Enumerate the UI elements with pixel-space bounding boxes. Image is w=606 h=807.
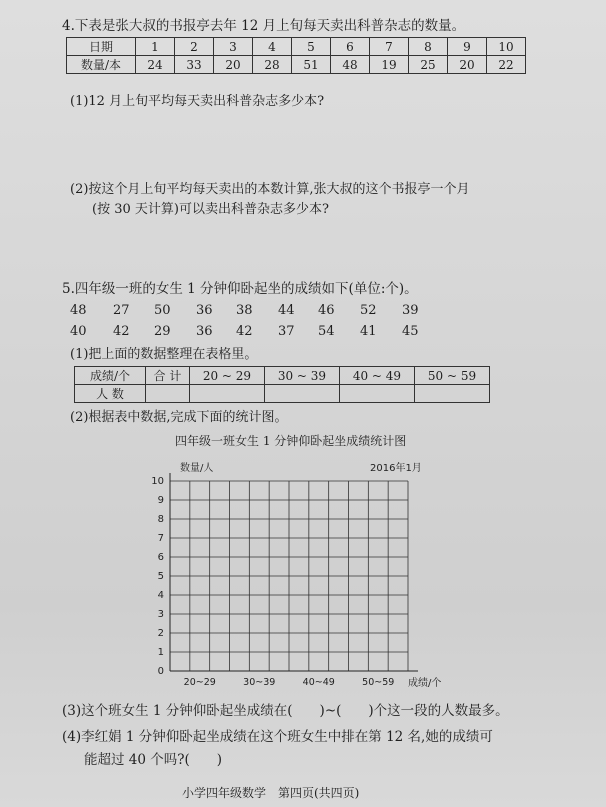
day-cell: 1: [136, 38, 175, 56]
y-tick-label: 2: [157, 628, 164, 639]
y-tick-label: 7: [157, 533, 164, 544]
y-tick-label: 4: [157, 590, 164, 601]
y-tick-label: 10: [151, 476, 164, 487]
table-header: 20 ~ 29: [189, 367, 264, 385]
x-axis-label: 成绩/个: [408, 678, 442, 689]
q5-sub1: (1)把上面的数据整理在表格里。: [70, 347, 258, 362]
x-tick-label: 40~49: [302, 677, 335, 688]
q5-sub4-line2: 能超过 40 个吗?( ): [84, 752, 223, 768]
q4-sub1: (1)12 月上旬平均每天卖出科普杂志多少本?: [70, 94, 325, 109]
y-axis-ticks: [151, 476, 164, 677]
day-cell: 3: [214, 38, 253, 56]
page-footer: 小学四年级数学 第四页(共四页): [182, 786, 360, 800]
y-axis-label: 数量/人: [180, 463, 214, 474]
chart-date: 2016年1月: [370, 463, 422, 474]
y-tick-label: 3: [157, 609, 164, 620]
score: 41: [360, 324, 377, 339]
y-tick-label: 6: [157, 552, 164, 563]
count-cell: 20: [214, 56, 253, 74]
answer-cell[interactable]: [189, 385, 264, 403]
q5-sub4-line1: (4)李红娟 1 分钟仰卧起坐成绩在这个班女生中排在第 12 名,她的成绩可: [62, 729, 493, 745]
count-cell: 48: [331, 56, 370, 74]
score: 36: [196, 324, 213, 339]
score: 42: [236, 324, 253, 339]
score: 36: [196, 303, 213, 318]
sales-table: [66, 37, 526, 74]
count-cell: 25: [409, 56, 448, 74]
answer-cell[interactable]: [339, 385, 414, 403]
table-header: 合 计: [146, 367, 190, 385]
day-cell: 10: [487, 38, 526, 56]
chart-grid: [170, 473, 418, 671]
q4-sub2-line1: (2)按这个月上旬平均每天卖出的本数计算,张大叔的这个书报亭一个月: [70, 182, 470, 197]
count-cell: 28: [253, 56, 292, 74]
q5-sub2: (2)根据表中数据,完成下面的统计图。: [70, 410, 288, 425]
bar-chart: [140, 455, 460, 695]
score: 29: [154, 324, 171, 339]
score: 50: [154, 303, 171, 318]
score: 38: [236, 303, 253, 318]
score: 54: [318, 324, 335, 339]
y-tick-label: 8: [157, 514, 164, 525]
x-tick-label: 50~59: [362, 677, 395, 688]
table-row: [67, 38, 526, 56]
table-row: [67, 56, 526, 74]
count-cell: 24: [136, 56, 175, 74]
count-cell: 51: [292, 56, 331, 74]
day-cell: 7: [370, 38, 409, 56]
q4-heading: 4.下表是张大叔的书报亭去年 12 月上旬每天卖出科普杂志的数量。: [62, 18, 466, 34]
score: 46: [318, 303, 335, 318]
y-tick-label: 1: [157, 647, 164, 658]
chart-title: 四年级一班女生 1 分钟仰卧起坐成绩统计图: [175, 434, 407, 448]
x-axis-ticks: [184, 677, 395, 688]
y-tick-label: 9: [157, 495, 164, 506]
x-tick-label: 20~29: [183, 677, 216, 688]
q4-sub2-line2: (按 30 天计算)可以卖出科普杂志多少本?: [92, 202, 329, 217]
table-header: 30 ~ 39: [264, 367, 339, 385]
score: 44: [278, 303, 295, 318]
score: 48: [70, 303, 87, 318]
answer-cell[interactable]: [146, 385, 190, 403]
score: 39: [402, 303, 419, 318]
q5-sub3: (3)这个班女生 1 分钟仰卧起坐成绩在( )~( )个这一段的人数最多。: [62, 703, 509, 719]
count-cell: 22: [487, 56, 526, 74]
day-cell: 8: [409, 38, 448, 56]
row1-label: 日期: [67, 38, 136, 56]
day-cell: 4: [253, 38, 292, 56]
table-row: [75, 367, 490, 385]
score: 37: [278, 324, 295, 339]
answer-cell[interactable]: [414, 385, 489, 403]
table-header: 成绩/个: [75, 367, 146, 385]
table-header: 50 ~ 59: [414, 367, 489, 385]
answer-cell[interactable]: [264, 385, 339, 403]
count-cell: 19: [370, 56, 409, 74]
count-cell: 20: [448, 56, 487, 74]
y-tick-label: 5: [157, 571, 164, 582]
score: 52: [360, 303, 377, 318]
table-row: [75, 385, 490, 403]
score: 42: [113, 324, 130, 339]
q5-heading: 5.四年级一班的女生 1 分钟仰卧起坐的成绩如下(单位:个)。: [62, 281, 418, 297]
y-tick-label: 0: [157, 666, 164, 677]
score: 40: [70, 324, 87, 339]
day-cell: 2: [175, 38, 214, 56]
day-cell: 9: [448, 38, 487, 56]
x-tick-label: 30~39: [243, 677, 276, 688]
day-cell: 6: [331, 38, 370, 56]
day-cell: 5: [292, 38, 331, 56]
row-label: 人 数: [75, 385, 146, 403]
row2-label: 数量/本: [67, 56, 136, 74]
score-tally-table: [74, 366, 490, 403]
score: 27: [113, 303, 130, 318]
count-cell: 33: [175, 56, 214, 74]
table-header: 40 ~ 49: [339, 367, 414, 385]
score: 45: [402, 324, 419, 339]
